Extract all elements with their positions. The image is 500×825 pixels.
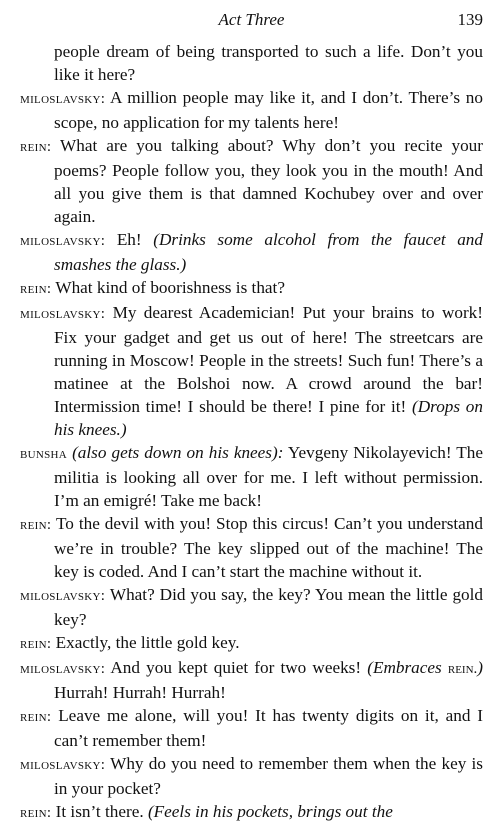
speech-text: A million people may like it, and I don’t. There’s no scope, no application for my talents here!	[54, 88, 483, 132]
speaker-name: rein:	[20, 709, 52, 725]
speech	[20, 704, 483, 752]
speech	[20, 86, 483, 134]
speaker-name: miloslavsky:	[20, 306, 106, 322]
speech-text: Eh!	[116, 230, 142, 249]
speech-text: people dream of being transported to such a life. Don’t you like it here?	[54, 42, 483, 84]
speaker-name: rein:	[20, 139, 52, 155]
speech-text: Yevgeny Nikolayevich! The militia is looking all over for me. I left without permission. I’m an emigré! Take me back!	[54, 443, 483, 510]
speech	[20, 583, 483, 631]
speech-text: What are you talking about? Why don’t you recite your poems? People follow you, they look you in the mouth! And all you give them is that damned Kochubey over and over again.	[54, 136, 483, 226]
speaker-name: rein:	[20, 281, 52, 297]
stage-direction: (Feels in his pockets, brings out the	[147, 802, 393, 821]
book-page	[20, 0, 483, 825]
speech-text: My dearest Academician! Put your brains to work! Fix your gadget and get us out of here! The streetcars are running in Moscow! People in the streets! Such fun! There’s a matinee at the Bolshoi now. A crowd around the bar! Intermission time! I should be there! I pine for it!	[54, 303, 483, 416]
stage-direction: (Drops on his knees.)	[54, 397, 483, 439]
speech-text: It isn’t there.	[55, 802, 144, 821]
speaker-name: rein:	[20, 805, 52, 821]
speech	[20, 631, 483, 656]
speaker-name: miloslavsky:	[20, 661, 106, 677]
stage-direction: (Drinks some alcohol from the faucet and smashes the glass.)	[54, 230, 483, 274]
speech-text: Why do you need to remember them when the key is in your pocket?	[54, 754, 483, 798]
speech	[20, 441, 483, 512]
speech-continued	[20, 40, 483, 86]
speaker-name: rein:	[20, 517, 52, 533]
stage-direction-part: (Embraces	[367, 658, 442, 677]
speaker-name: miloslavsky:	[20, 91, 106, 107]
speech-text: Hurrah! Hurrah! Hurrah!	[54, 683, 226, 702]
speech-text: What? Did you say, the key? You mean the little gold key?	[54, 585, 483, 629]
stage-direction-name: rein.	[447, 661, 478, 677]
speaker-direction: (also gets down on his knees):	[72, 443, 284, 462]
speech	[20, 752, 483, 800]
stage-direction	[367, 658, 483, 677]
speech	[20, 800, 483, 825]
speaker-name: miloslavsky:	[20, 757, 106, 773]
speech	[20, 512, 483, 583]
stage-direction-part: )	[477, 658, 484, 677]
speech-text: What kind of boorishness is that?	[55, 278, 285, 297]
speech	[20, 134, 483, 228]
speaker-name: rein:	[20, 636, 52, 652]
play-text	[20, 40, 483, 825]
speech-text: Leave me alone, will you! It has twenty digits on it, and I can’t remember them!	[54, 706, 483, 750]
speech-text: To the devil with you! Stop this circus! Can’t you understand we’re in trouble? The key slipped out of the machine! The key is coded. And I can’t start the machine without it.	[54, 514, 483, 581]
page-number: 139	[457, 10, 483, 29]
speaker-name: miloslavsky:	[20, 588, 106, 604]
running-head	[20, 0, 483, 40]
speaker-name: miloslavsky:	[20, 233, 106, 249]
speech	[20, 301, 483, 441]
speech	[20, 228, 483, 276]
speech-text: And you kept quiet for two weeks!	[110, 658, 362, 677]
running-title: Act Three	[218, 10, 285, 29]
speech	[20, 656, 483, 704]
speech	[20, 276, 483, 301]
speaker-name: bunsha	[20, 446, 68, 462]
speech-text: Exactly, the little gold key.	[55, 633, 240, 652]
